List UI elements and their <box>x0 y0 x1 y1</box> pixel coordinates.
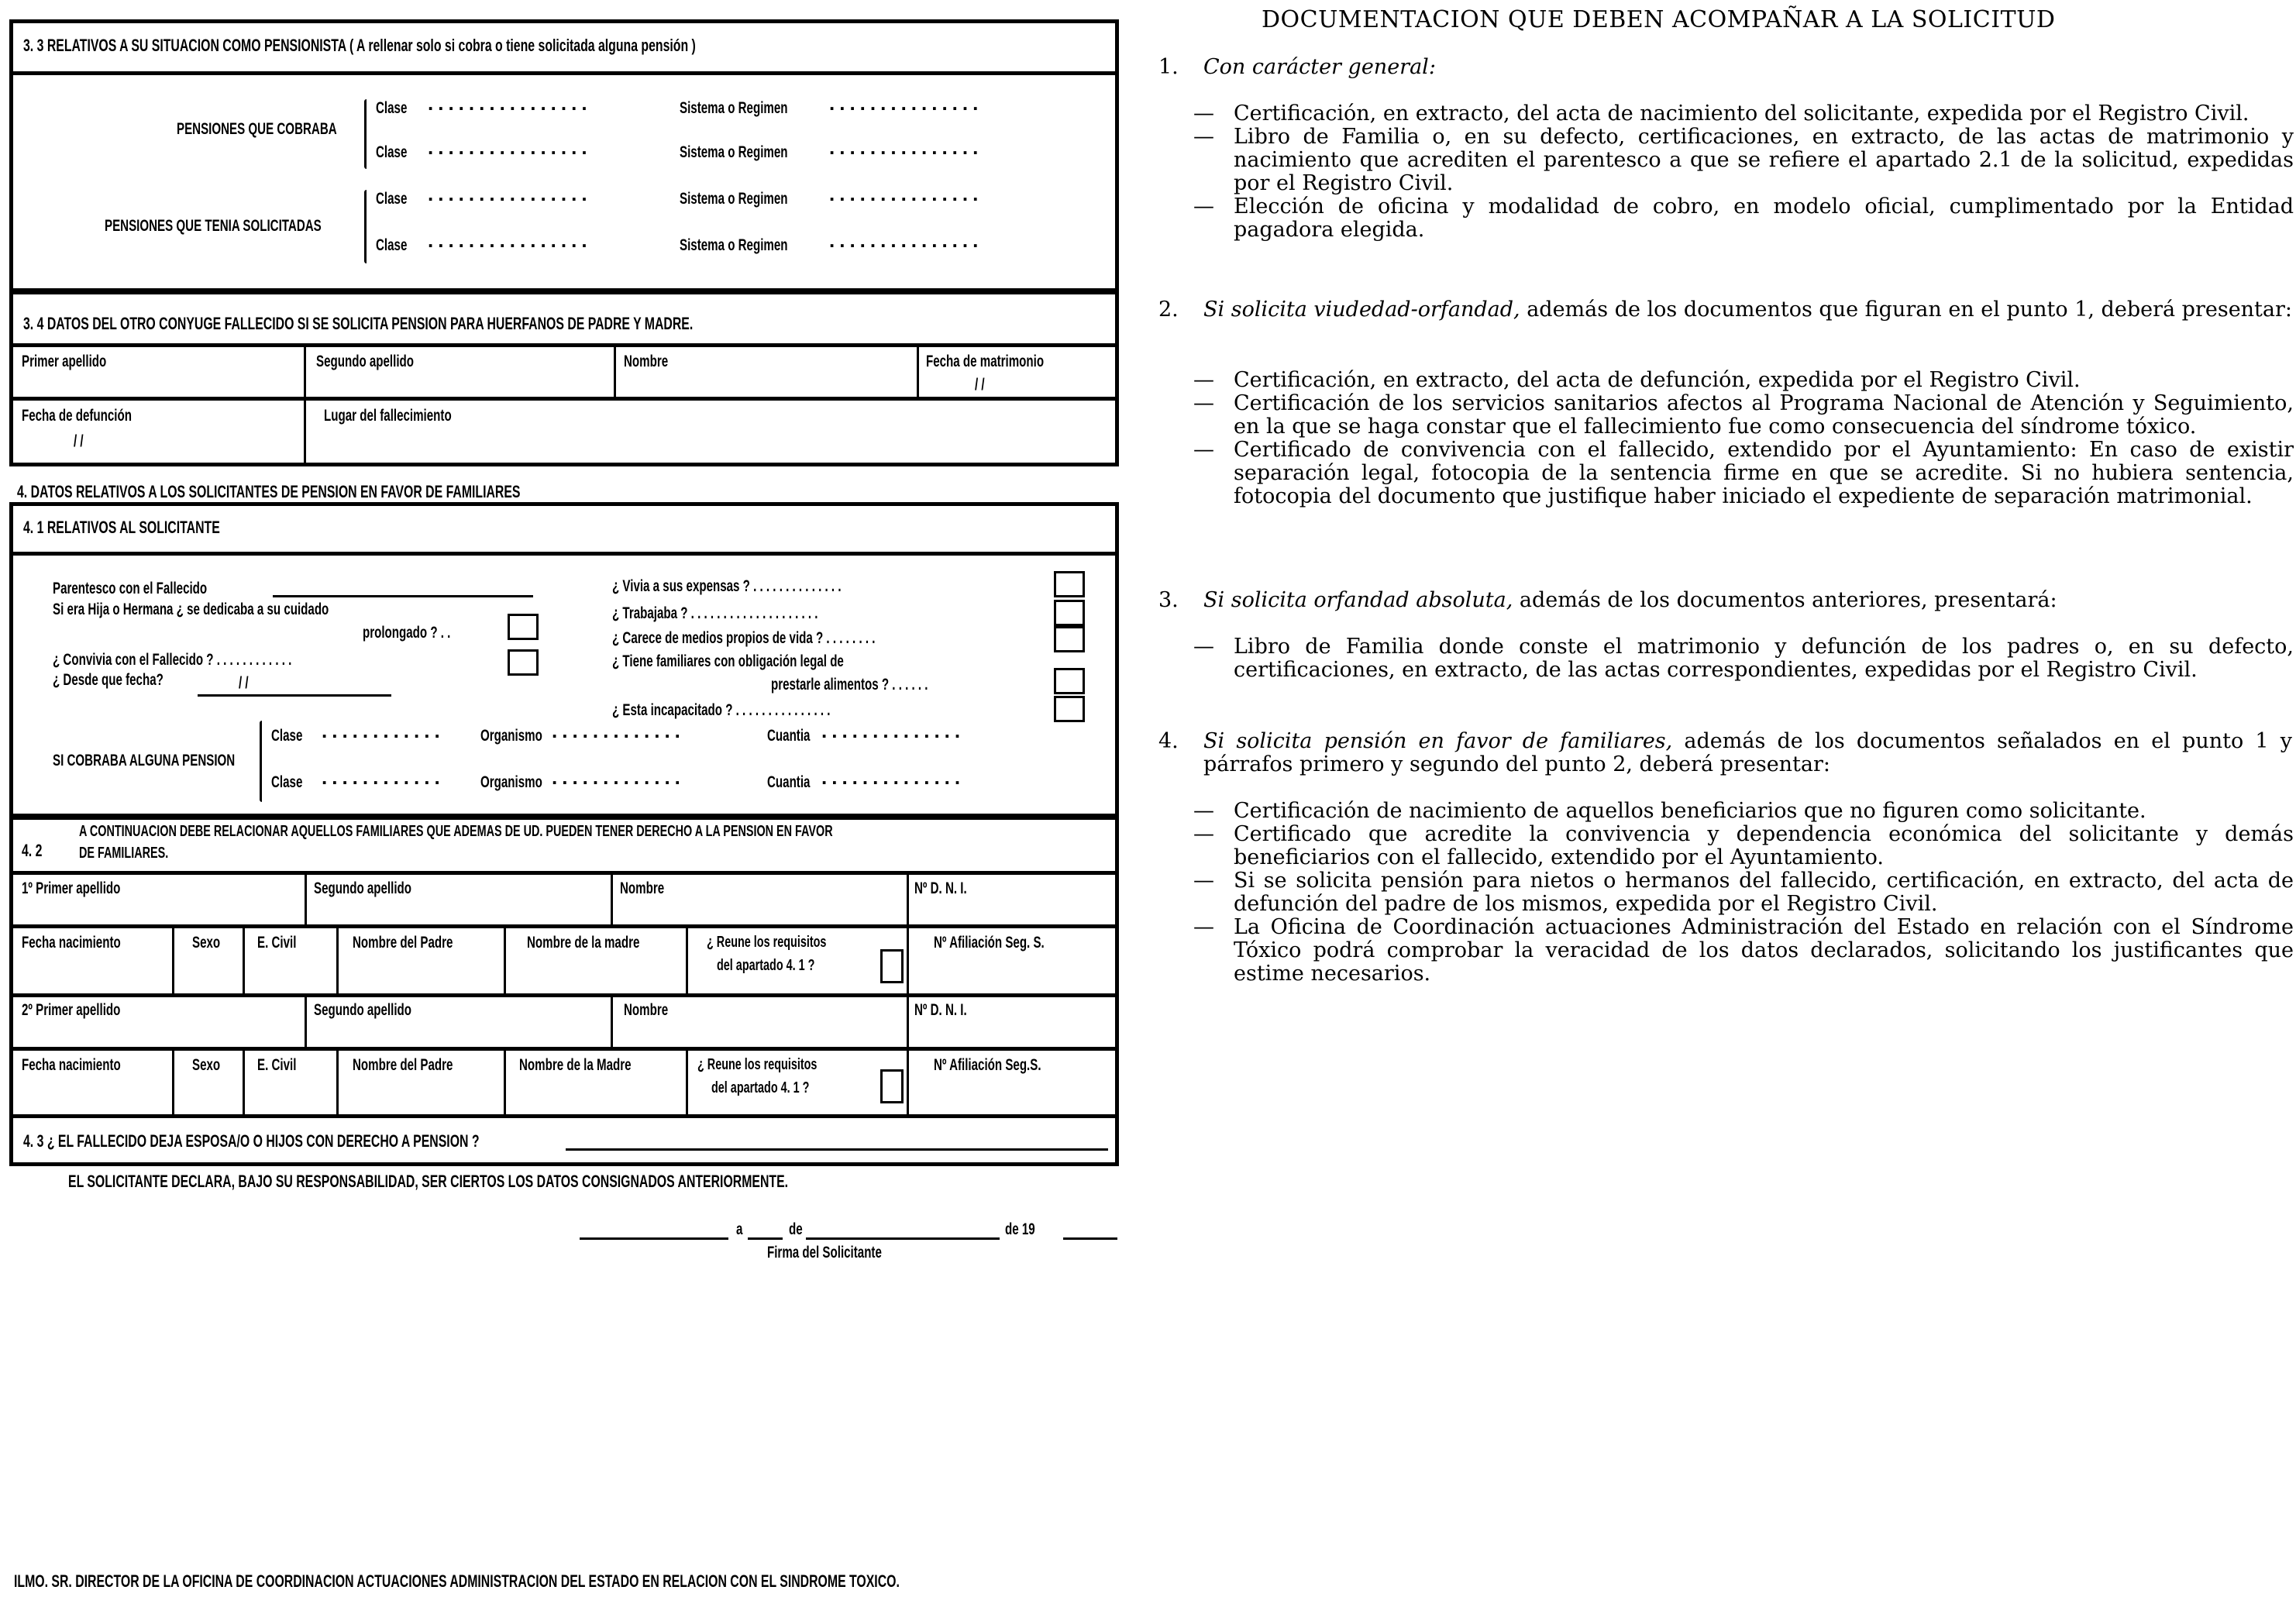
cuantia-field[interactable]: .............. <box>821 766 966 789</box>
divider <box>9 397 1119 401</box>
m2-dni-field[interactable]: Nº D. N. I. <box>914 1001 967 1019</box>
divider <box>9 1047 1119 1051</box>
list-item: — La Oficina de Coordinación actuaciones Administración del Estado en relación con el Síndrome Tóxico podrá comprobar la veracidad de los datos declarados, solicitando los justificantes que estime necesarios. <box>1193 915 2294 986</box>
list-item: — Libro de Familia donde conste el matrimonio y defunción de los padres o, en su defecto, certificaciones, en extracto, de las actas correspondientes, expedidas por el Registro Civil. <box>1193 635 2294 682</box>
m2-nombre-padre-field[interactable]: Nombre del Padre <box>353 1056 453 1074</box>
divider <box>9 871 1119 875</box>
m2-segundo-apellido-field[interactable]: Segundo apellido <box>314 1001 412 1019</box>
sistema-label: Sistema o Regimen <box>680 143 788 161</box>
list-item: — Certificado que acredite la convivencia y dependencia económica del solicitante y demás beneficiarios con el fallecido, extendido por el Ayuntamiento. <box>1193 822 2294 869</box>
m2-apartado-label: del apartado 4. 1 ? <box>711 1079 810 1096</box>
organismo-field[interactable]: ............. <box>552 766 685 789</box>
cuantia-label: Cuantia <box>767 727 811 745</box>
section-4-title: 4. DATOS RELATIVOS A LOS SOLICITANTES DE PENSION EN FAVOR DE FAMILIARES <box>17 482 521 501</box>
section-lead: además de los documentos que figuran en el punto 1, deberá presentar: <box>1520 298 2293 322</box>
incapacitado-checkbox[interactable] <box>1054 696 1085 722</box>
signature-de-label: de <box>789 1220 803 1238</box>
list-item: — Libro de Familia o, en su defecto, certificaciones, en extracto, de las actas de matrimonio y nacimiento que acrediten el parentesco a que se refiere el apartado 2.1 de la solicitud, expedidas por el Registro Civil. <box>1193 125 2294 195</box>
col-divider <box>304 345 306 465</box>
m1-reune-requisitos-checkbox[interactable] <box>880 949 904 983</box>
primer-apellido-field[interactable]: Primer apellido <box>22 353 107 370</box>
group-label-pensiones-solicitadas: PENSIONES QUE TENIA SOLICITADAS <box>105 217 322 235</box>
divider <box>9 343 1119 347</box>
m2-reune-requisitos-checkbox[interactable] <box>880 1069 904 1103</box>
clase-label: Clase <box>271 773 303 791</box>
list-item: — Certificación de nacimiento de aquellos beneficiarios que no figuren como solicitante. <box>1193 799 2146 823</box>
col-divider <box>336 1048 339 1115</box>
m1-apartado-label: del apartado 4. 1 ? <box>717 957 815 974</box>
parentesco-field[interactable] <box>273 595 533 597</box>
brace <box>364 99 367 169</box>
group-label-pensiones-cobraba: PENSIONES QUE COBRABA <box>177 120 337 138</box>
sistema-label: Sistema o Regimen <box>680 236 788 254</box>
sistema-label: Sistema o Regimen <box>680 190 788 208</box>
m1-sexo-field[interactable]: Sexo <box>192 934 221 952</box>
sistema-field[interactable]: ............... <box>829 136 983 159</box>
col-divider <box>686 926 688 994</box>
section-number: 3. <box>1158 588 1179 612</box>
clase-label: Clase <box>376 143 408 161</box>
cuidado-checkbox[interactable] <box>508 614 539 640</box>
question-incapacitado: ¿ Esta incapacitado ? . . . . . . . . . . . . . . . <box>612 701 831 719</box>
m1-afiliacion-field[interactable]: Nº Afiliación Seg. S. <box>934 934 1045 952</box>
section-lead-italic: Con carácter general: <box>1203 55 1436 79</box>
clase-label: Clase <box>376 190 408 208</box>
col-divider <box>686 1048 688 1115</box>
question-vivia-expensas: ¿ Vivia a sus expensas ? . . . . . . . . . . . . . . <box>612 577 842 595</box>
m1-reune-requisitos-label: ¿ Reune los requisitos <box>707 934 827 951</box>
tiene-familiares-checkbox[interactable] <box>1054 668 1085 694</box>
col-divider <box>305 995 307 1048</box>
question-prestarle-alimentos: prestarle alimentos ? . . . . . . <box>771 676 928 694</box>
signature-day-field[interactable] <box>748 1237 783 1240</box>
section-4-3-title: 4. 3 ¿ EL FALLECIDO DEJA ESPOSA/O O HIJOS CON DERECHO A PENSION ? <box>23 1131 480 1151</box>
section-lead-italic: Si solicita orfandad absoluta, <box>1203 588 1513 612</box>
clase-field[interactable]: ............ <box>322 766 445 789</box>
date-slashes: / / <box>74 432 84 450</box>
section-number: 1. <box>1158 55 1179 79</box>
m1-dni-field[interactable]: Nº D. N. I. <box>914 879 967 897</box>
section-4-1-title: 4. 1 RELATIVOS AL SOLICITANTE <box>23 518 220 537</box>
list-item: — Certificación de los servicios sanitarios afectos al Programa Nacional de Atención y Seguimiento, en la que se haga constar que el fallecimiento fue como consecuencia del síndrome tóxico. <box>1193 391 2294 439</box>
section-4-2-title-line2: DE FAMILIARES. <box>79 845 169 862</box>
col-divider <box>907 995 909 1048</box>
divider <box>9 924 1119 928</box>
clase-field[interactable]: ................ <box>428 229 592 252</box>
lugar-fallecimiento-field[interactable]: Lugar del fallecimiento <box>324 407 452 425</box>
col-divider <box>172 926 174 994</box>
col-divider <box>917 345 919 398</box>
cuantia-label: Cuantia <box>767 773 811 791</box>
section-4-2-title-line1: A CONTINUACION DEBE RELACIONAR AQUELLOS FAMILIARES QUE ADEMAS DE UD. PUEDEN TENER DERECHO A LA PENSION EN FAVOR <box>79 823 833 840</box>
doc-section-3-items <box>1193 635 2294 682</box>
organismo-field[interactable]: ............. <box>552 719 685 742</box>
date-slashes: / / <box>975 376 985 394</box>
clase-field[interactable]: ................ <box>428 136 592 159</box>
divider <box>9 71 1119 75</box>
question-trabajaba: ¿ Trabajaba ? . . . . . . . . . . . . . . . . . . . . <box>612 604 818 622</box>
clase-label: Clase <box>376 236 408 254</box>
question-carece-medios: ¿ Carece de medios propios de vida ? . . . . . . . . <box>612 629 876 647</box>
m2-nombre-field[interactable]: Nombre <box>624 1001 669 1019</box>
convivia-label: ¿ Convivia con el Fallecido ? . . . . . . . . . . . . <box>53 651 292 669</box>
pension-label: SI COBRABA ALGUNA PENSION <box>53 752 236 769</box>
vivia-expensas-checkbox[interactable] <box>1054 571 1085 597</box>
section-number: 4. <box>1158 729 1179 753</box>
brace <box>364 190 367 263</box>
signature-year-label: de 19 <box>1005 1220 1035 1238</box>
prolongado-label: prolongado ? . . <box>363 624 451 642</box>
col-divider <box>172 1048 174 1115</box>
col-divider <box>907 926 909 994</box>
hija-hermana-label: Si era Hija o Hermana ¿ se dedicaba a su cuidado <box>53 601 329 618</box>
convivia-checkbox[interactable] <box>508 649 539 676</box>
m1-fecha-nacimiento-field[interactable]: Fecha nacimiento <box>22 934 121 952</box>
signature-month-field[interactable] <box>806 1237 1000 1240</box>
list-item: — Certificación, en extracto, del acta de defunción, expedida por el Registro Civil. <box>1193 368 2081 392</box>
signature-year-field[interactable] <box>1063 1237 1117 1240</box>
divider <box>9 552 1119 556</box>
m1-nombre-field[interactable]: Nombre <box>620 879 665 897</box>
section-lead: además de los documentos señalados en el punto 1 y párrafos primero y segundo del punto 2, deberá presentar: <box>1203 729 2292 776</box>
fecha-matrimonio-field[interactable]: Fecha de matrimonio <box>926 353 1045 370</box>
sistema-label: Sistema o Regimen <box>680 99 788 117</box>
col-divider <box>614 345 616 398</box>
col-divider <box>907 1048 909 1115</box>
m2-fecha-nacimiento-field[interactable]: Fecha nacimiento <box>22 1056 121 1074</box>
trabajaba-checkbox[interactable] <box>1054 600 1085 626</box>
organismo-label: Organismo <box>480 727 542 745</box>
col-divider <box>907 872 909 925</box>
m2-reune-requisitos-label: ¿ Reune los requisitos <box>697 1056 818 1073</box>
m2-estado-civil-field[interactable]: E. Civil <box>257 1056 297 1074</box>
section-number: 2. <box>1158 298 1179 322</box>
documentation-title: DOCUMENTACION QUE DEBEN ACOMPAÑAR A LA SOLICITUD <box>1262 6 2056 33</box>
m1-nombre-madre-field[interactable]: Nombre de la madre <box>527 934 640 952</box>
section-lead: además de los documentos anteriores, presentará: <box>1513 588 2057 612</box>
brace <box>260 721 262 802</box>
signature-place-field[interactable] <box>580 1237 728 1240</box>
divider <box>9 993 1119 997</box>
sistema-field[interactable]: ............... <box>829 229 983 252</box>
list-item: — Certificado de convivencia con el fallecido, extendido por el Ayuntamiento: En caso de existir separación legal, fotocopia de la sentencia firme en que se acredite. Si no hubiera sentencia, fotocopia del documento que justifique haber iniciado el expediente de separación matrimonial. <box>1193 438 2294 508</box>
section-4-3-answer-field[interactable] <box>566 1148 1108 1151</box>
m2-primer-apellido-field[interactable]: 2º Primer apellido <box>22 1001 121 1019</box>
clase-field[interactable]: ............ <box>322 719 445 742</box>
doc-section-4-items <box>1193 800 2294 986</box>
date-slashes: / / <box>239 674 249 692</box>
clase-field[interactable]: ................ <box>428 182 592 205</box>
declaration-text: EL SOLICITANTE DECLARA, BAJO SU RESPONSABILIDAD, SER CIERTOS LOS DATOS CONSIGNADOS ANTERIORMENTE. <box>68 1172 789 1191</box>
list-item: — Elección de oficina y modalidad de cobro, en modelo oficial, cumplimentado por la Entidad pagadora elegida. <box>1193 194 2294 242</box>
parentesco-label: Parentesco con el Fallecido <box>53 580 208 597</box>
m2-sexo-field[interactable]: Sexo <box>192 1056 221 1074</box>
sistema-field[interactable]: ............... <box>829 182 983 205</box>
col-divider <box>504 926 506 994</box>
sistema-field[interactable]: ............... <box>829 91 983 115</box>
clase-field[interactable]: ................ <box>428 91 592 115</box>
doc-section-2-items <box>1193 369 2294 508</box>
addressee-text: ILMO. SR. DIRECTOR DE LA OFICINA DE COORDINACION ACTUACIONES ADMINISTRACION DEL ESTADO EN RELACION CON EL SINDROME TOXICO. <box>14 1571 900 1591</box>
cuantia-field[interactable]: .............. <box>821 719 966 742</box>
col-divider <box>504 1048 506 1115</box>
m1-nombre-padre-field[interactable]: Nombre del Padre <box>353 934 453 952</box>
m1-estado-civil-field[interactable]: E. Civil <box>257 934 297 952</box>
col-divider <box>611 872 613 925</box>
question-tiene-familiares: ¿ Tiene familiares con obligación legal de <box>612 652 844 670</box>
m1-segundo-apellido-field[interactable]: Segundo apellido <box>314 879 412 897</box>
col-divider <box>611 995 613 1048</box>
col-divider <box>243 1048 245 1115</box>
signature-label: Firma del Solicitante <box>767 1244 882 1261</box>
organismo-label: Organismo <box>480 773 542 791</box>
section-lead-italic: Si solicita viudedad-orfandad, <box>1203 298 1520 322</box>
section-3-3-title: 3. 3 RELATIVOS A SU SITUACION COMO PENSIONISTA ( A rellenar solo si cobra o tiene solicitada alguna pensión ) <box>23 36 696 55</box>
clase-label: Clase <box>376 99 408 117</box>
section-4-2-num: 4. 2 <box>22 841 43 860</box>
carece-medios-checkbox[interactable] <box>1054 626 1085 652</box>
col-divider <box>305 872 307 925</box>
clase-label: Clase <box>271 727 303 745</box>
m1-primer-apellido-field[interactable]: 1º Primer apellido <box>22 879 121 897</box>
fecha-defuncion-field[interactable]: Fecha de defunción <box>22 407 132 425</box>
section-lead-italic: Si solicita pensión en favor de familiares, <box>1203 729 1673 753</box>
m2-nombre-madre-field[interactable]: Nombre de la Madre <box>519 1056 632 1074</box>
col-divider <box>336 926 339 994</box>
section-3-4-title: 3. 4 DATOS DEL OTRO CONYUGE FALLECIDO SI SE SOLICITA PENSION PARA HUERFANOS DE PADRE Y MADRE. <box>23 314 694 333</box>
list-item: — Si se solicita pensión para nietos o hermanos del fallecido, certificación, en extracto, del acta de defunción del padre de los mismos, expedida por el Registro Civil. <box>1193 869 2294 916</box>
segundo-apellido-field[interactable]: Segundo apellido <box>316 353 415 370</box>
desde-fecha-field[interactable] <box>198 694 391 697</box>
list-item: — Certificación, en extracto, del acta de nacimiento del solicitante, expedida por el Registro Civil. <box>1193 102 2250 126</box>
m2-afiliacion-field[interactable]: Nº Afiliación Seg.S. <box>934 1056 1041 1074</box>
signature-a-label: a <box>736 1220 743 1238</box>
desde-fecha-label: ¿ Desde que fecha? <box>53 671 164 689</box>
doc-section-1-items <box>1193 102 2294 242</box>
col-divider <box>243 926 245 994</box>
nombre-field[interactable]: Nombre <box>624 353 669 370</box>
